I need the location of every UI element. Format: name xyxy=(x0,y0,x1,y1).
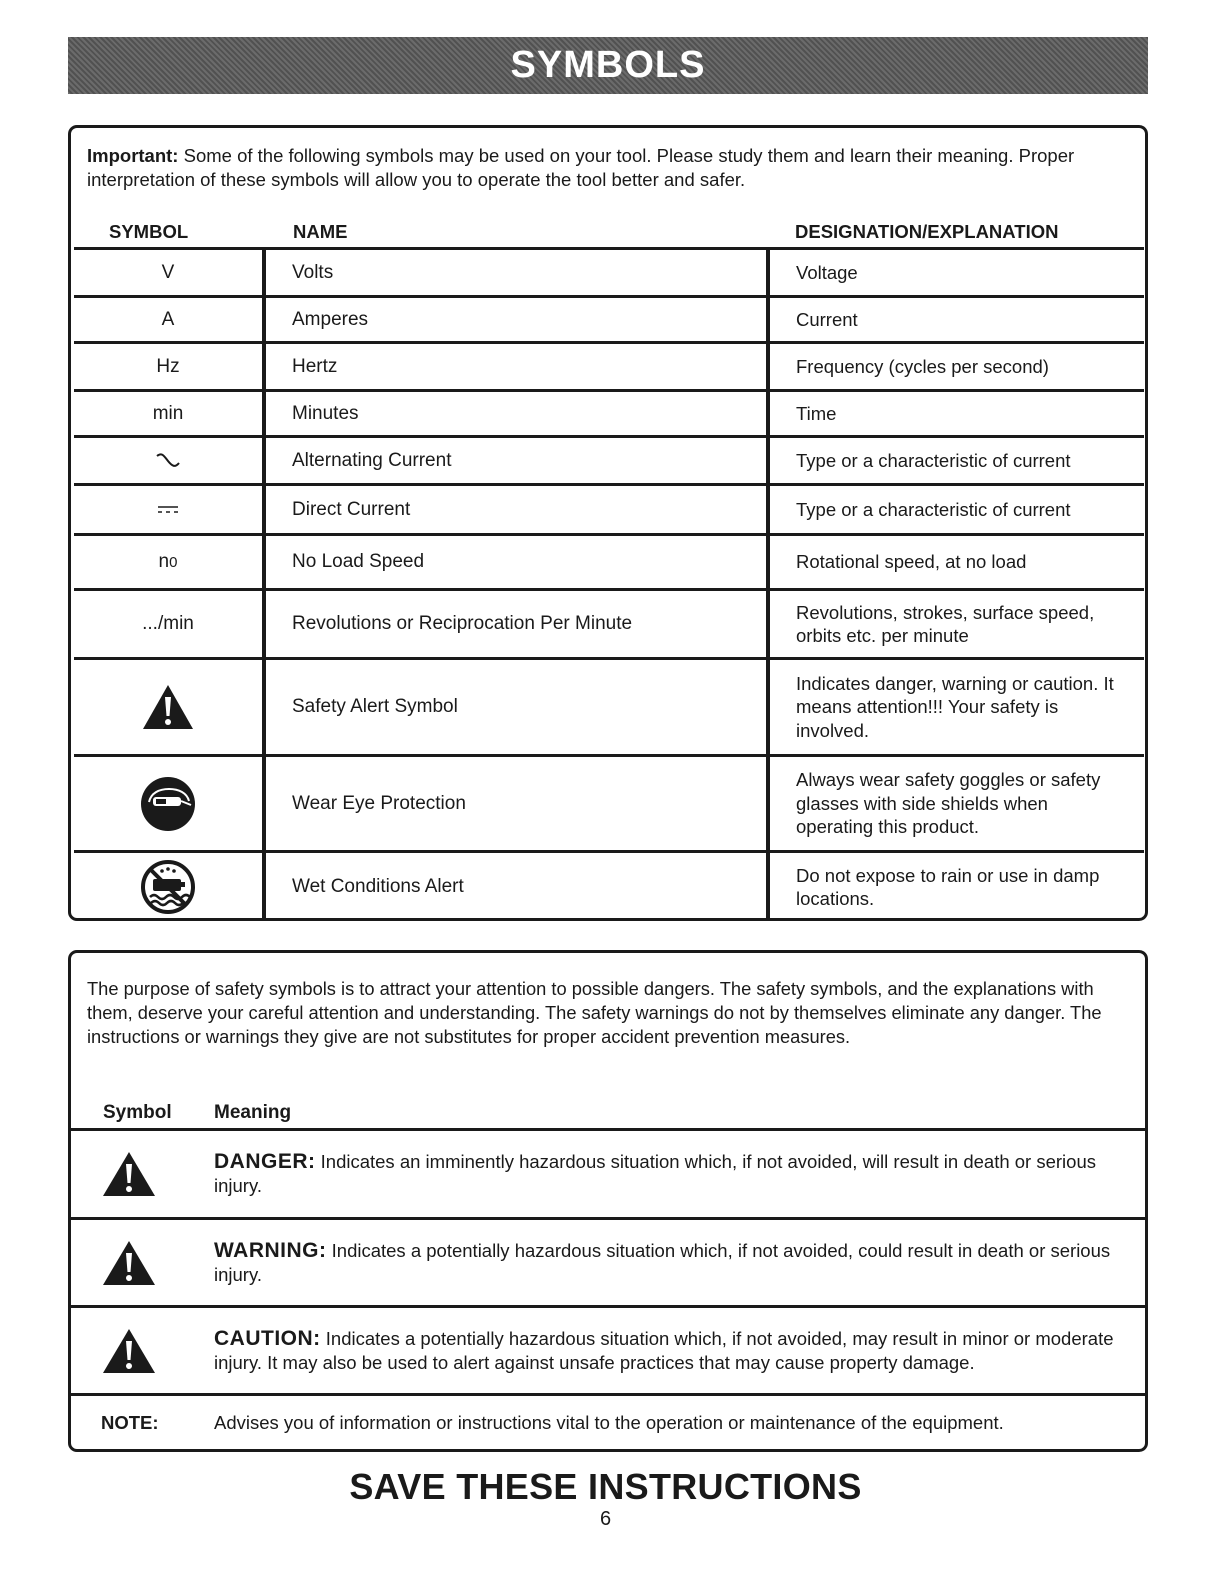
save-instructions-heading: SAVE THESE INSTRUCTIONS xyxy=(349,1466,862,1507)
intro-label: Important: xyxy=(87,145,179,166)
header-name: NAME xyxy=(293,221,348,242)
symbol-cell: .../min xyxy=(142,613,194,634)
explanation-cell: Always wear safety goggles or safety glasses with side shields when operating this product. xyxy=(796,769,1101,838)
symbol-cell xyxy=(74,486,262,533)
signal-words-box xyxy=(68,950,1148,1452)
caution-row xyxy=(71,1305,1145,1393)
safety-alert-icon xyxy=(101,1327,157,1375)
note-row xyxy=(71,1393,1145,1449)
explanation-cell: Indicates danger, warning or caution. It means attention!!! Your safety is involved. xyxy=(796,672,1114,741)
intro-text: Some of the following symbols may be used on your tool. Please study them and learn their meaning. Proper interpretation of these symbols will allow you to operate the tool better and safer. xyxy=(87,145,1075,190)
safety-alert-icon xyxy=(141,683,195,731)
caution-text xyxy=(214,1327,1135,1375)
purpose-paragraph: The purpose of safety symbols is to attract your attention to possible dangers. The safety symbols, and the explanations with them, deserve your careful attention and understanding. The safety warnings do not by themselves eliminate any danger. The instructions or warnings they give are not substitutes for proper accident prevention measures. xyxy=(87,978,1102,1047)
table-row xyxy=(74,341,1144,389)
header-symbol: SYMBOL xyxy=(109,221,189,242)
symbol-cell xyxy=(74,757,262,850)
table-row xyxy=(74,389,1144,435)
danger-description: Indicates an imminently hazardous situation which, if not avoided, will result in death or serious injury. xyxy=(214,1151,1096,1196)
danger-text xyxy=(214,1150,1135,1198)
name-cell: Volts xyxy=(292,261,334,283)
name-cell: Wear Eye Protection xyxy=(292,792,466,814)
safety-alert-icon xyxy=(101,1239,157,1287)
alternating-current-icon xyxy=(155,453,181,469)
name-cell: Wet Conditions Alert xyxy=(292,876,464,897)
explanation-cell: Voltage xyxy=(796,261,858,283)
table-row xyxy=(74,754,1144,850)
warning-label: WARNING: xyxy=(214,1238,327,1262)
name-cell: Minutes xyxy=(292,402,359,424)
caution-label: CAUTION: xyxy=(214,1326,321,1350)
symbol-cell xyxy=(74,536,262,588)
table-row xyxy=(74,533,1144,588)
page-title: SYMBOLS xyxy=(510,44,706,86)
table-row xyxy=(74,247,1144,295)
caution-description: Indicates a potentially hazardous situation which, if not avoided, may result in minor or moderate injury. It may also be used to alert against unsafe practices that may cause property damage. xyxy=(214,1327,1114,1373)
table-row xyxy=(74,295,1144,341)
title-band xyxy=(68,37,1148,94)
table-row xyxy=(74,657,1144,754)
wet-conditions-icon xyxy=(141,860,195,914)
name-cell: Amperes xyxy=(292,308,369,330)
eye-protection-icon xyxy=(139,775,197,833)
explanation-cell: Rotational speed, at no load xyxy=(796,551,1027,573)
table-row xyxy=(74,588,1144,657)
name-cell: No Load Speed xyxy=(292,551,425,572)
explanation-cell: Type or a characteristic of current xyxy=(796,449,1071,471)
symbol-cell: V xyxy=(161,261,175,283)
intro-paragraph xyxy=(87,144,1135,192)
explanation-cell: Revolutions, strokes, surface speed, orbits etc. per minute xyxy=(796,601,1095,646)
header-meaning: Meaning xyxy=(214,1102,292,1123)
name-cell: Safety Alert Symbol xyxy=(292,696,458,717)
note-label: NOTE: xyxy=(101,1411,159,1433)
danger-row xyxy=(71,1128,1145,1217)
symbol-cell xyxy=(74,853,262,921)
direct-current-icon xyxy=(157,505,179,515)
explanation-cell: Type or a characteristic of current xyxy=(796,498,1071,520)
symbols-box xyxy=(68,125,1148,921)
header-designation: DESIGNATION/EXPLANATION xyxy=(795,221,1059,242)
warning-row xyxy=(71,1217,1145,1305)
warning-text xyxy=(214,1239,1135,1287)
table-row xyxy=(74,850,1144,921)
warning-description: Indicates a potentially hazardous situation which, if not avoided, could result in death or serious injury. xyxy=(214,1239,1111,1285)
explanation-cell: Do not expose to rain or use in damp locations. xyxy=(796,864,1100,909)
explanation-cell: Current xyxy=(796,308,858,330)
no-load-subscript: 0 xyxy=(169,553,178,571)
name-cell: Direct Current xyxy=(292,498,411,520)
explanation-cell: Time xyxy=(796,402,837,424)
danger-label: DANGER: xyxy=(214,1150,316,1173)
explanation-cell: Frequency (cycles per second) xyxy=(796,355,1049,377)
note-text: Advises you of information or instructions vital to the operation or maintenance of the equipment. xyxy=(214,1411,1004,1433)
symbol-cell: A xyxy=(161,308,175,330)
safety-alert-icon xyxy=(101,1150,157,1198)
symbol-cell: min xyxy=(152,402,184,424)
table-row xyxy=(74,435,1144,483)
symbol-cell: Hz xyxy=(156,355,180,377)
table-row xyxy=(74,483,1144,533)
header-symbol: Symbol xyxy=(103,1102,172,1123)
name-cell: Revolutions or Reciprocation Per Minute xyxy=(292,613,633,634)
symbol-cell xyxy=(74,660,262,754)
name-cell: Hertz xyxy=(292,355,338,377)
name-cell: Alternating Current xyxy=(292,449,452,471)
no-load-symbol: n xyxy=(158,551,170,572)
symbol-cell xyxy=(74,438,262,483)
page-number: 6 xyxy=(599,1508,612,1530)
